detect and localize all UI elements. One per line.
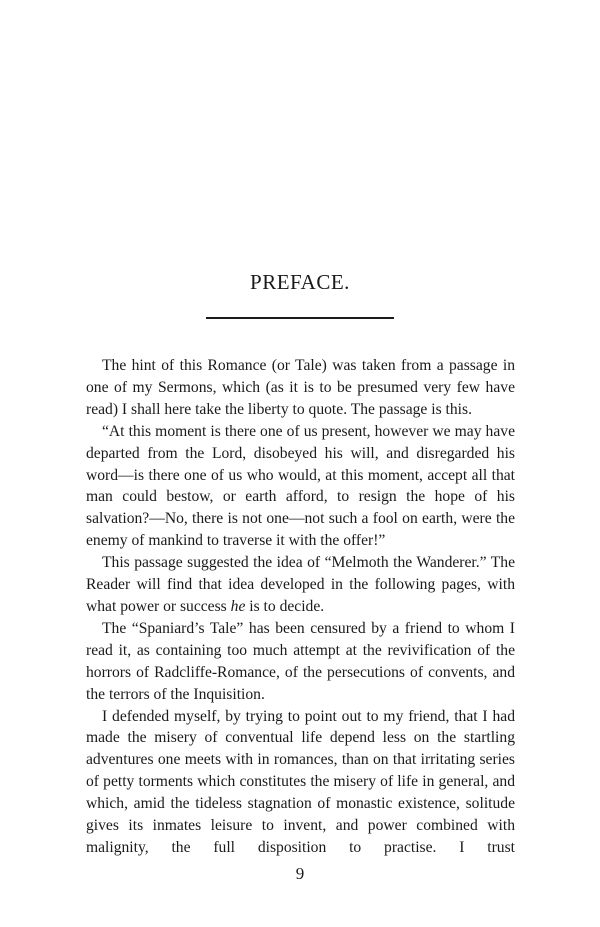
paragraph-3-text-after: is to decide.: [245, 597, 325, 615]
paragraph-1: The hint of this Romance (or Tale) was taken from a passage in one of my Sermons, which (as it is to be presumed very few have read) I shall here take the liberty to quote. The passage is this.: [86, 357, 515, 418]
heading-rule: [206, 317, 394, 319]
paragraph-5: I defended myself, by trying to point out to my friend, that I had made the misery of conventual life depend less on the startling adventures one meets with in romances, than on that irritating series of petty torments which constitutes the misery of life in general, and which, amid the tideless stagnation of monastic existence, solitude gives its inmates leisure to invent, and power combined with malignity, the full disposition to practise. I trust: [86, 707, 515, 856]
paragraph-3-text-before: This passage suggested the idea of “Melmoth the Wanderer.” The Reader will find that idea developed in the following pages, with what power or success: [86, 554, 515, 615]
preface-body: [86, 355, 515, 859]
paragraph-3-emphasis: he: [230, 597, 246, 615]
paragraph-2: “At this moment is there one of us present, however we may have departed from the Lord, disobeyed his will, and disregarded his word—is there one of us who would, at this moment, accept all that man could bestow, or earth afford, to resign the hope of his salvation?—No, there is not one—not such a fool on earth, were the enemy of mankind to traverse it with the offer!”: [86, 422, 515, 550]
paragraph-3: [86, 552, 515, 618]
paragraph-4: The “Spaniard’s Tale” has been censured by a friend to whom I read it, as containing too much attempt at the revivification of the horrors of Radcliffe-Romance, of the persecutions of convents, and the terrors of the Inquisition.: [86, 619, 515, 703]
page-number: 9: [295, 864, 305, 883]
chapter-heading: PREFACE.: [250, 270, 350, 294]
